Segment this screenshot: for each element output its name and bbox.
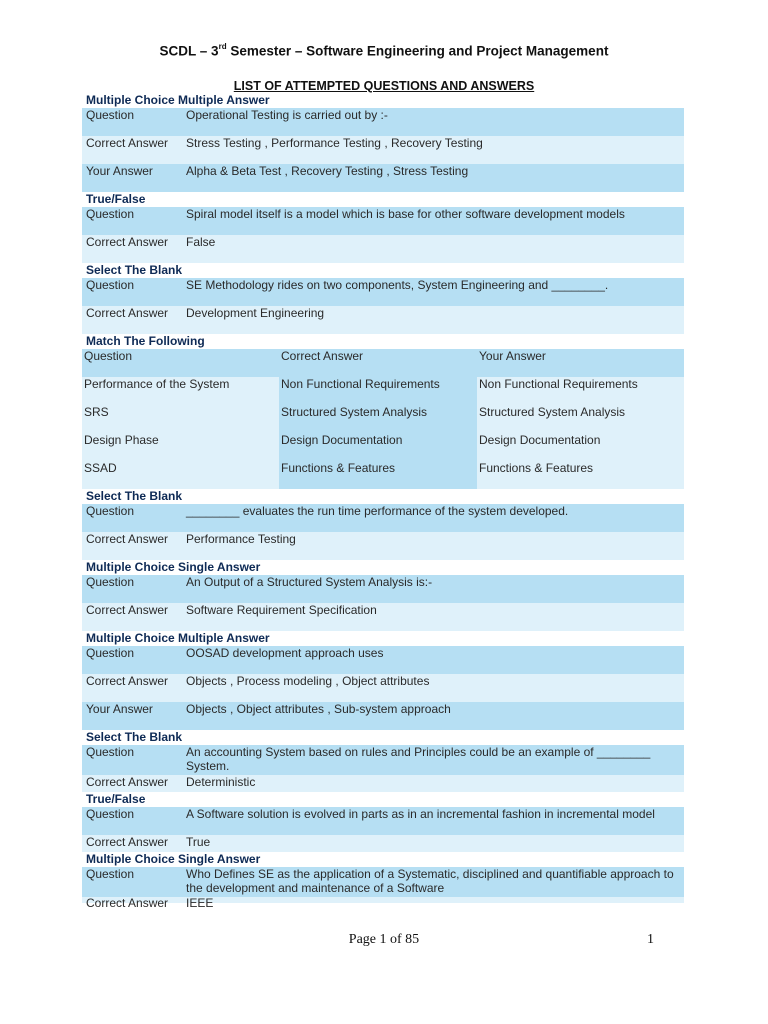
correct-answer-label: Correct Answer bbox=[86, 306, 169, 320]
question-label: Question bbox=[86, 646, 135, 660]
correct-answer-row bbox=[82, 896, 684, 910]
correct-answer-label: Correct Answer bbox=[86, 235, 169, 249]
correct-answer-row bbox=[82, 603, 684, 631]
title-suffix: Semester – Software Engineering and Project Management bbox=[226, 43, 609, 59]
correct-answer-text: IEEE bbox=[186, 896, 214, 910]
match-header: Your Answer bbox=[477, 349, 684, 377]
correct-answer-label: Correct Answer bbox=[86, 532, 169, 546]
your-answer-text: Alpha & Beta Test , Recovery Testing , Stress Testing bbox=[186, 164, 469, 178]
question-text: An Output of a Structured System Analysis is:- bbox=[186, 575, 433, 589]
your-answer-row bbox=[82, 164, 684, 192]
section-title: Multiple Choice Multiple Answer bbox=[86, 93, 270, 107]
question-label: Question bbox=[86, 745, 135, 759]
question-text: OOSAD development approach uses bbox=[186, 646, 384, 660]
question-label: Question bbox=[86, 108, 135, 122]
correct-answer-label: Correct Answer bbox=[86, 835, 169, 849]
your-answer-row bbox=[82, 702, 684, 730]
question-row bbox=[82, 504, 684, 532]
correct-answer-row bbox=[82, 775, 684, 792]
question-text: SE Methodology rides on two components, System Engineering and ________. bbox=[186, 278, 609, 292]
question-label: Question bbox=[86, 278, 135, 292]
section-title: Multiple Choice Multiple Answer bbox=[86, 631, 270, 645]
match-column-correct bbox=[279, 349, 477, 489]
question-label: Question bbox=[86, 207, 135, 221]
question-row bbox=[82, 575, 684, 603]
your-answer-label: Your Answer bbox=[86, 164, 153, 178]
section-title: Select The Blank bbox=[86, 730, 183, 744]
match-table bbox=[82, 349, 684, 489]
correct-answer-row bbox=[82, 532, 684, 560]
match-column-your bbox=[477, 349, 684, 489]
qa-content bbox=[82, 93, 684, 910]
question-row bbox=[82, 278, 684, 306]
question-text: A Software solution is evolved in parts as in an incremental fashion in incremental model bbox=[186, 807, 655, 821]
match-cell: Structured System Analysis bbox=[279, 405, 477, 433]
document-title bbox=[0, 43, 768, 59]
correct-answer-text: Objects , Process modeling , Object attributes bbox=[186, 674, 430, 688]
question-label: Question bbox=[86, 867, 135, 881]
your-answer-text: Objects , Object attributes , Sub-system approach bbox=[186, 702, 451, 716]
match-cell: SSAD bbox=[82, 461, 279, 489]
match-cell: Non Functional Requirements bbox=[477, 377, 684, 405]
question-text: ________ evaluates the run time performance of the system developed. bbox=[186, 504, 569, 518]
section-title: Multiple Choice Single Answer bbox=[86, 560, 261, 574]
question-row bbox=[82, 108, 684, 136]
correct-answer-row bbox=[82, 136, 684, 164]
correct-answer-text: Performance Testing bbox=[186, 532, 296, 546]
question-label: Question bbox=[86, 504, 135, 518]
match-cell: Design Documentation bbox=[477, 433, 684, 461]
match-header: Correct Answer bbox=[279, 349, 477, 377]
section-title: True/False bbox=[86, 192, 146, 206]
correct-answer-row bbox=[82, 306, 684, 334]
match-cell: Functions & Features bbox=[279, 461, 477, 489]
correct-answer-text: False bbox=[186, 235, 216, 249]
list-title: LIST OF ATTEMPTED QUESTIONS AND ANSWERS bbox=[233, 79, 535, 93]
correct-answer-text: True bbox=[186, 835, 211, 849]
correct-answer-label: Correct Answer bbox=[86, 775, 169, 789]
title-prefix: SCDL – 3 bbox=[159, 43, 219, 59]
question-text: An accounting System based on rules and Principles could be an example of ________ System. bbox=[186, 745, 651, 773]
correct-answer-text: Software Requirement Specification bbox=[186, 603, 377, 617]
title-superscript: rd bbox=[218, 42, 227, 51]
match-cell: SRS bbox=[82, 405, 279, 433]
question-row bbox=[82, 867, 684, 897]
page-indicator: Page 1 of 85 bbox=[348, 932, 420, 947]
match-cell: Functions & Features bbox=[477, 461, 684, 489]
match-cell: Non Functional Requirements bbox=[279, 377, 477, 405]
correct-answer-label: Correct Answer bbox=[86, 603, 169, 617]
correct-answer-text: Stress Testing , Performance Testing , Recovery Testing bbox=[186, 136, 483, 150]
your-answer-label: Your Answer bbox=[86, 702, 153, 716]
correct-answer-row bbox=[82, 835, 684, 852]
question-text: Operational Testing is carried out by :- bbox=[186, 108, 388, 122]
correct-answer-row bbox=[82, 674, 684, 702]
section-title: Select The Blank bbox=[86, 489, 183, 503]
match-cell: Design Phase bbox=[82, 433, 279, 461]
question-row bbox=[82, 745, 684, 775]
question-row bbox=[82, 646, 684, 674]
question-label: Question bbox=[86, 575, 135, 589]
section-title: True/False bbox=[86, 792, 146, 806]
match-cell: Structured System Analysis bbox=[477, 405, 684, 433]
match-cell: Performance of the System bbox=[82, 377, 279, 405]
question-row bbox=[82, 807, 684, 835]
question-text: Who Defines SE as the application of a Systematic, disciplined and quantifiable approach to the development and maintenance of a Software bbox=[186, 867, 674, 895]
correct-answer-label: Correct Answer bbox=[86, 136, 169, 150]
correct-answer-label: Correct Answer bbox=[86, 896, 169, 910]
question-row bbox=[82, 207, 684, 235]
question-text: Spiral model itself is a model which is base for other software development models bbox=[186, 207, 625, 221]
match-header: Question bbox=[82, 349, 279, 377]
correct-answer-row bbox=[82, 235, 684, 263]
correct-answer-text: Development Engineering bbox=[186, 306, 325, 320]
match-cell: Design Documentation bbox=[279, 433, 477, 461]
question-label: Question bbox=[86, 807, 135, 821]
page-number: 1 bbox=[647, 932, 654, 947]
correct-answer-label: Correct Answer bbox=[86, 674, 169, 688]
correct-answer-text: Deterministic bbox=[186, 775, 256, 789]
section-title: Match The Following bbox=[86, 334, 205, 348]
section-title: Select The Blank bbox=[86, 263, 183, 277]
section-title: Multiple Choice Single Answer bbox=[86, 852, 261, 866]
match-column-question bbox=[82, 349, 279, 489]
